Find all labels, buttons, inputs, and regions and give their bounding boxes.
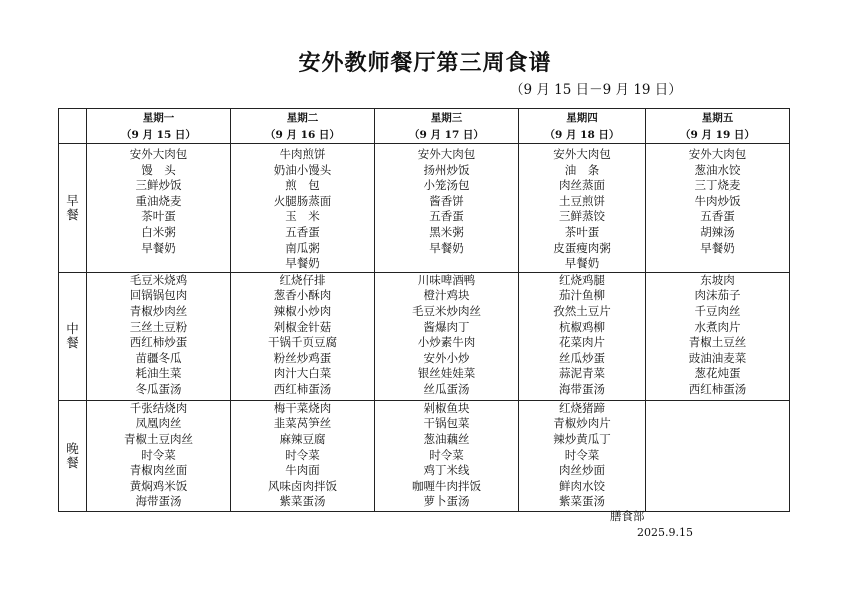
dish-item: 时令菜 [429, 447, 464, 462]
dish-item: 小笼汤包 [423, 178, 470, 193]
day-name: 星期五 [701, 112, 734, 124]
meal-label-text: 晚餐 [66, 440, 79, 470]
dish-item: 牛肉煎饼 [279, 147, 326, 161]
dish-item: 奶油小馒头 [273, 162, 332, 177]
corner-cell [59, 109, 87, 144]
dish-item: 鸡丁米线 [423, 463, 470, 478]
dish-item: 咖喱牛肉拌饭 [412, 478, 481, 493]
dish-item: 酱爆肉丁 [423, 319, 470, 334]
dish-item: 胡辣汤 [700, 224, 735, 239]
menu-cell [646, 272, 790, 400]
dish-item: 水煮肉片 [694, 319, 741, 334]
day-name: 星期三 [430, 112, 463, 124]
dish-item: 杭椒鸡柳 [559, 319, 605, 334]
menu-cell [231, 144, 375, 273]
dish-item: 橙汁鸡块 [423, 288, 470, 303]
dish-item: 安外大肉包 [688, 147, 747, 161]
dish-item: 三丁烧麦 [694, 178, 741, 193]
dish-item: 海带蛋汤 [135, 494, 182, 509]
signature: 膳食部 [610, 509, 645, 523]
dish-item: 剁椒鱼块 [423, 400, 470, 415]
dish-item: 孜然土豆片 [553, 303, 611, 318]
meal-label-text: 早餐 [66, 192, 79, 222]
dish-item: 玉 米 [285, 209, 320, 224]
dish-item: 海带蛋汤 [559, 381, 605, 396]
menu-cell [87, 400, 231, 511]
dish-item: 青椒肉丝面 [129, 463, 188, 478]
dish-item: 辣炒黄瓜丁 [553, 431, 611, 446]
dish-item: 安外大肉包 [129, 147, 188, 161]
dish-item: 时令菜 [141, 447, 176, 462]
dish-item: 紫菜蛋汤 [559, 494, 605, 509]
day-header [646, 109, 790, 144]
dish-item: 重油烧麦 [135, 193, 182, 208]
day-header [519, 109, 646, 144]
dish-item: 牛肉面 [285, 463, 320, 478]
menu-cell [646, 144, 790, 273]
dish-item: 毛豆米烧鸡 [129, 272, 188, 287]
menu-cell [519, 144, 646, 273]
dish-item: 时令菜 [564, 447, 600, 462]
menu-cell [375, 272, 519, 400]
day-date: （9 月 15 日） [121, 129, 196, 141]
dish-item: 韭菜莴笋丝 [273, 416, 332, 431]
dish-item: 早餐奶 [285, 256, 320, 271]
lunch-row [59, 272, 790, 400]
meal-label [59, 400, 87, 511]
dish-item: 丝瓜炒蛋 [559, 350, 605, 365]
dish-item: 东坡肉 [700, 272, 735, 287]
dish-item: 粉丝炒鸡蛋 [273, 350, 332, 365]
day-name: 星期一 [142, 112, 175, 124]
dish-item: 青椒炒肉丝 [129, 303, 188, 318]
dish-item: 肉汁大白菜 [273, 366, 332, 381]
day-name: 星期二 [286, 112, 319, 124]
dish-item: 西红柿蛋汤 [273, 381, 332, 396]
breakfast-row [59, 144, 790, 273]
day-name: 星期四 [566, 112, 598, 124]
dish-item: 梅干菜烧肉 [273, 400, 332, 415]
meal-label [59, 272, 87, 400]
dish-item: 干锅包菜 [423, 416, 470, 431]
dish-item: 辣椒小炒肉 [273, 303, 332, 318]
date-range: （9 月 15 日－9 月 19 日） [510, 82, 682, 98]
dish-item: 三鲜炒饭 [135, 178, 182, 193]
dish-item: 肉丝炒面 [559, 463, 605, 478]
dish-item: 酱香饼 [429, 193, 464, 208]
dish-item: 煎 包 [285, 178, 320, 193]
dish-item: 西红柿炒蛋 [129, 335, 188, 350]
dish-item: 茶叶蛋 [141, 209, 176, 224]
dish-item: 葱油藕丝 [423, 431, 470, 446]
dish-item: 三丝土豆粉 [129, 319, 188, 334]
dish-item: 豉油油麦菜 [688, 350, 747, 365]
dish-item: 青椒土豆丝 [688, 335, 747, 350]
page-title: 安外教师餐厅第三周食谱 [298, 50, 552, 76]
dish-item: 五香蛋 [429, 209, 464, 224]
meal-label-text: 中餐 [66, 321, 79, 351]
dish-item: 蒜泥青菜 [559, 366, 605, 381]
day-date: （9 月 16 日） [265, 129, 340, 141]
dish-item: 五香蛋 [285, 224, 320, 239]
dish-item: 苗疆冬瓜 [135, 350, 182, 365]
dish-item: 皮蛋瘦肉粥 [553, 240, 611, 255]
dish-item: 萝卜蛋汤 [423, 494, 470, 509]
dish-item: 银丝娃娃菜 [417, 366, 476, 381]
menu-cell [375, 400, 519, 511]
dish-item: 土豆煎饼 [559, 193, 605, 208]
dish-item: 火腿肠蒸面 [273, 193, 332, 208]
dish-item: 千张结烧肉 [129, 400, 188, 415]
dish-item: 肉沫茄子 [694, 288, 741, 303]
menu-cell [87, 272, 231, 400]
dish-item: 葱花炖蛋 [694, 366, 741, 381]
dish-item: 肉丝蒸面 [559, 178, 605, 193]
dish-item: 毛豆米炒肉丝 [412, 303, 481, 318]
dish-item: 花菜肉片 [559, 335, 605, 350]
dish-item: 千豆肉丝 [694, 303, 741, 318]
dish-item: 鲜肉水饺 [559, 478, 605, 493]
menu-cell [646, 400, 790, 511]
dish-item: 青椒土豆肉丝 [124, 431, 193, 446]
dish-item: 麻辣豆腐 [279, 431, 326, 446]
dish-item: 小炒素牛肉 [417, 335, 476, 350]
dish-item: 三鲜蒸饺 [559, 209, 605, 224]
menu-cell [375, 144, 519, 273]
dish-item: 五香蛋 [700, 209, 735, 224]
dish-item: 凤凰肉丝 [135, 416, 182, 431]
dish-item: 剁椒金针菇 [273, 319, 332, 334]
dish-item: 早餐奶 [564, 256, 600, 271]
day-date: （9 月 17 日） [409, 129, 484, 141]
dish-item: 西红柿蛋汤 [688, 381, 747, 396]
dish-item: 冬瓜蛋汤 [135, 381, 182, 396]
dish-item: 葱香小酥肉 [273, 288, 332, 303]
day-date: （9 月 19 日） [680, 129, 755, 141]
dish-item: 南瓜粥 [285, 240, 320, 255]
menu-cell [231, 400, 375, 511]
dish-item: 丝瓜蛋汤 [423, 381, 470, 396]
menu-table [58, 108, 790, 512]
dish-item: 红烧仔排 [279, 272, 326, 287]
meal-label [59, 144, 87, 273]
dish-item: 安外大肉包 [553, 147, 611, 161]
day-date: （9 月 18 日） [544, 129, 620, 141]
dish-item: 牛肉炒饭 [694, 193, 741, 208]
dish-item: 茄汁鱼柳 [559, 288, 605, 303]
dish-item: 时令菜 [285, 447, 320, 462]
dish-item: 黑米粥 [429, 224, 464, 239]
menu-cell [519, 272, 646, 400]
menu-cell [87, 144, 231, 273]
menu-cell [231, 272, 375, 400]
dish-item: 紫菜蛋汤 [279, 494, 326, 509]
menu-cell [519, 400, 646, 511]
dish-item: 川味啤酒鸭 [417, 272, 476, 287]
dish-item: 葱油水饺 [694, 162, 741, 177]
dish-item: 红烧鸡腿 [559, 272, 605, 287]
dish-item: 回锅锅包肉 [129, 288, 188, 303]
dish-item: 油 条 [564, 162, 600, 177]
day-header [375, 109, 519, 144]
dish-item: 茶叶蛋 [564, 224, 600, 239]
dish-item: 耗油生菜 [135, 366, 182, 381]
dish-item: 安外大肉包 [417, 147, 476, 161]
dish-item: 安外小炒 [423, 350, 470, 365]
day-header [231, 109, 375, 144]
sign-date: 2025.9.15 [637, 526, 693, 539]
dish-item: 早餐奶 [700, 240, 735, 255]
dish-item: 风味卤肉拌饭 [268, 478, 337, 493]
dish-item: 早餐奶 [141, 240, 176, 255]
dish-item: 黄焖鸡米饭 [129, 478, 188, 493]
dish-item: 白米粥 [141, 224, 176, 239]
header-row [59, 109, 790, 144]
dish-item: 红烧猪蹄 [559, 400, 605, 415]
dish-item: 青椒炒肉片 [553, 416, 611, 431]
dish-item: 馒 头 [141, 162, 176, 177]
dish-item: 早餐奶 [429, 240, 464, 255]
dinner-row [59, 400, 790, 511]
day-header [87, 109, 231, 144]
dish-item: 干锅千页豆腐 [268, 335, 337, 350]
dish-item: 扬州炒饭 [423, 162, 470, 177]
